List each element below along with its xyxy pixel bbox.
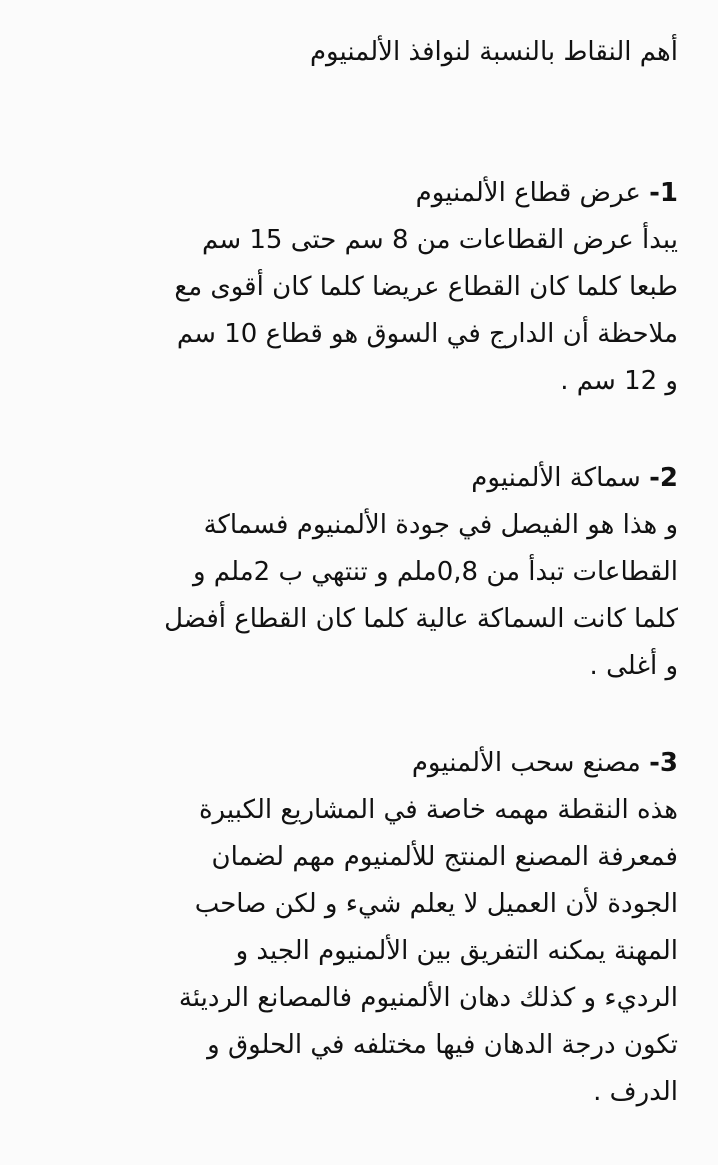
body-line: و 12 سم . <box>560 366 678 396</box>
body-line: و هذا هو الفيصل في جودة الألمنيوم فسماكة <box>203 510 678 540</box>
section-heading-text: عرض قطاع الألمنيوم <box>415 178 641 208</box>
section-heading-text: سماكة الألمنيوم <box>471 463 641 493</box>
section-thickness <box>40 455 678 690</box>
body-line: المهنة يمكنه التفريق بين الألمنيوم الجيد و <box>235 936 678 966</box>
section-number: 1- <box>649 178 678 208</box>
body-line: يبدأ عرض القطاعات من 8 سم حتى 15 سم <box>202 225 678 255</box>
body-line: كلما كانت السماكة عالية كلما كان القطاع أفضل <box>164 604 678 634</box>
body-line: القطاعات تبدأ من 0,8ملم و تنتهي ب 2ملم و <box>192 557 678 587</box>
section-heading <box>40 170 678 217</box>
section-heading <box>40 455 678 502</box>
section-body <box>40 787 678 1116</box>
body-line: هذه النقطة مهمه خاصة في المشاريع الكبيرة <box>198 795 678 825</box>
body-line: الجودة لأن العميل لا يعلم شيء و لكن صاحب <box>194 889 678 919</box>
body-line: و أغلى . <box>589 651 678 681</box>
body-line: فمعرفة المصنع المنتج للألمنيوم مهم لضمان <box>211 842 678 872</box>
section-body <box>40 217 678 405</box>
section-body <box>40 502 678 690</box>
section-number: 3- <box>649 748 678 778</box>
section-heading <box>40 740 678 787</box>
section-heading-text: مصنع سحب الألمنيوم <box>411 748 641 778</box>
body-line: طبعا كلما كان القطاع عريضا كلما كان أقوى مع <box>174 272 678 302</box>
body-line: الدرف . <box>593 1077 678 1107</box>
body-line: الرديء و كذلك دهان الألمنيوم فالمصانع الرديئة <box>178 983 678 1013</box>
document-title: أهم النقاط بالنسبة لنوافذ الألمنيوم <box>309 37 678 67</box>
body-line: ملاحظة أن الدارج في السوق هو قطاع 10 سم <box>176 319 678 349</box>
section-factory <box>40 740 678 1116</box>
section-number: 2- <box>649 463 678 493</box>
section-width <box>40 170 678 405</box>
body-line: تكون درجة الدهان فيها مختلفه في الحلوق و <box>207 1030 678 1060</box>
